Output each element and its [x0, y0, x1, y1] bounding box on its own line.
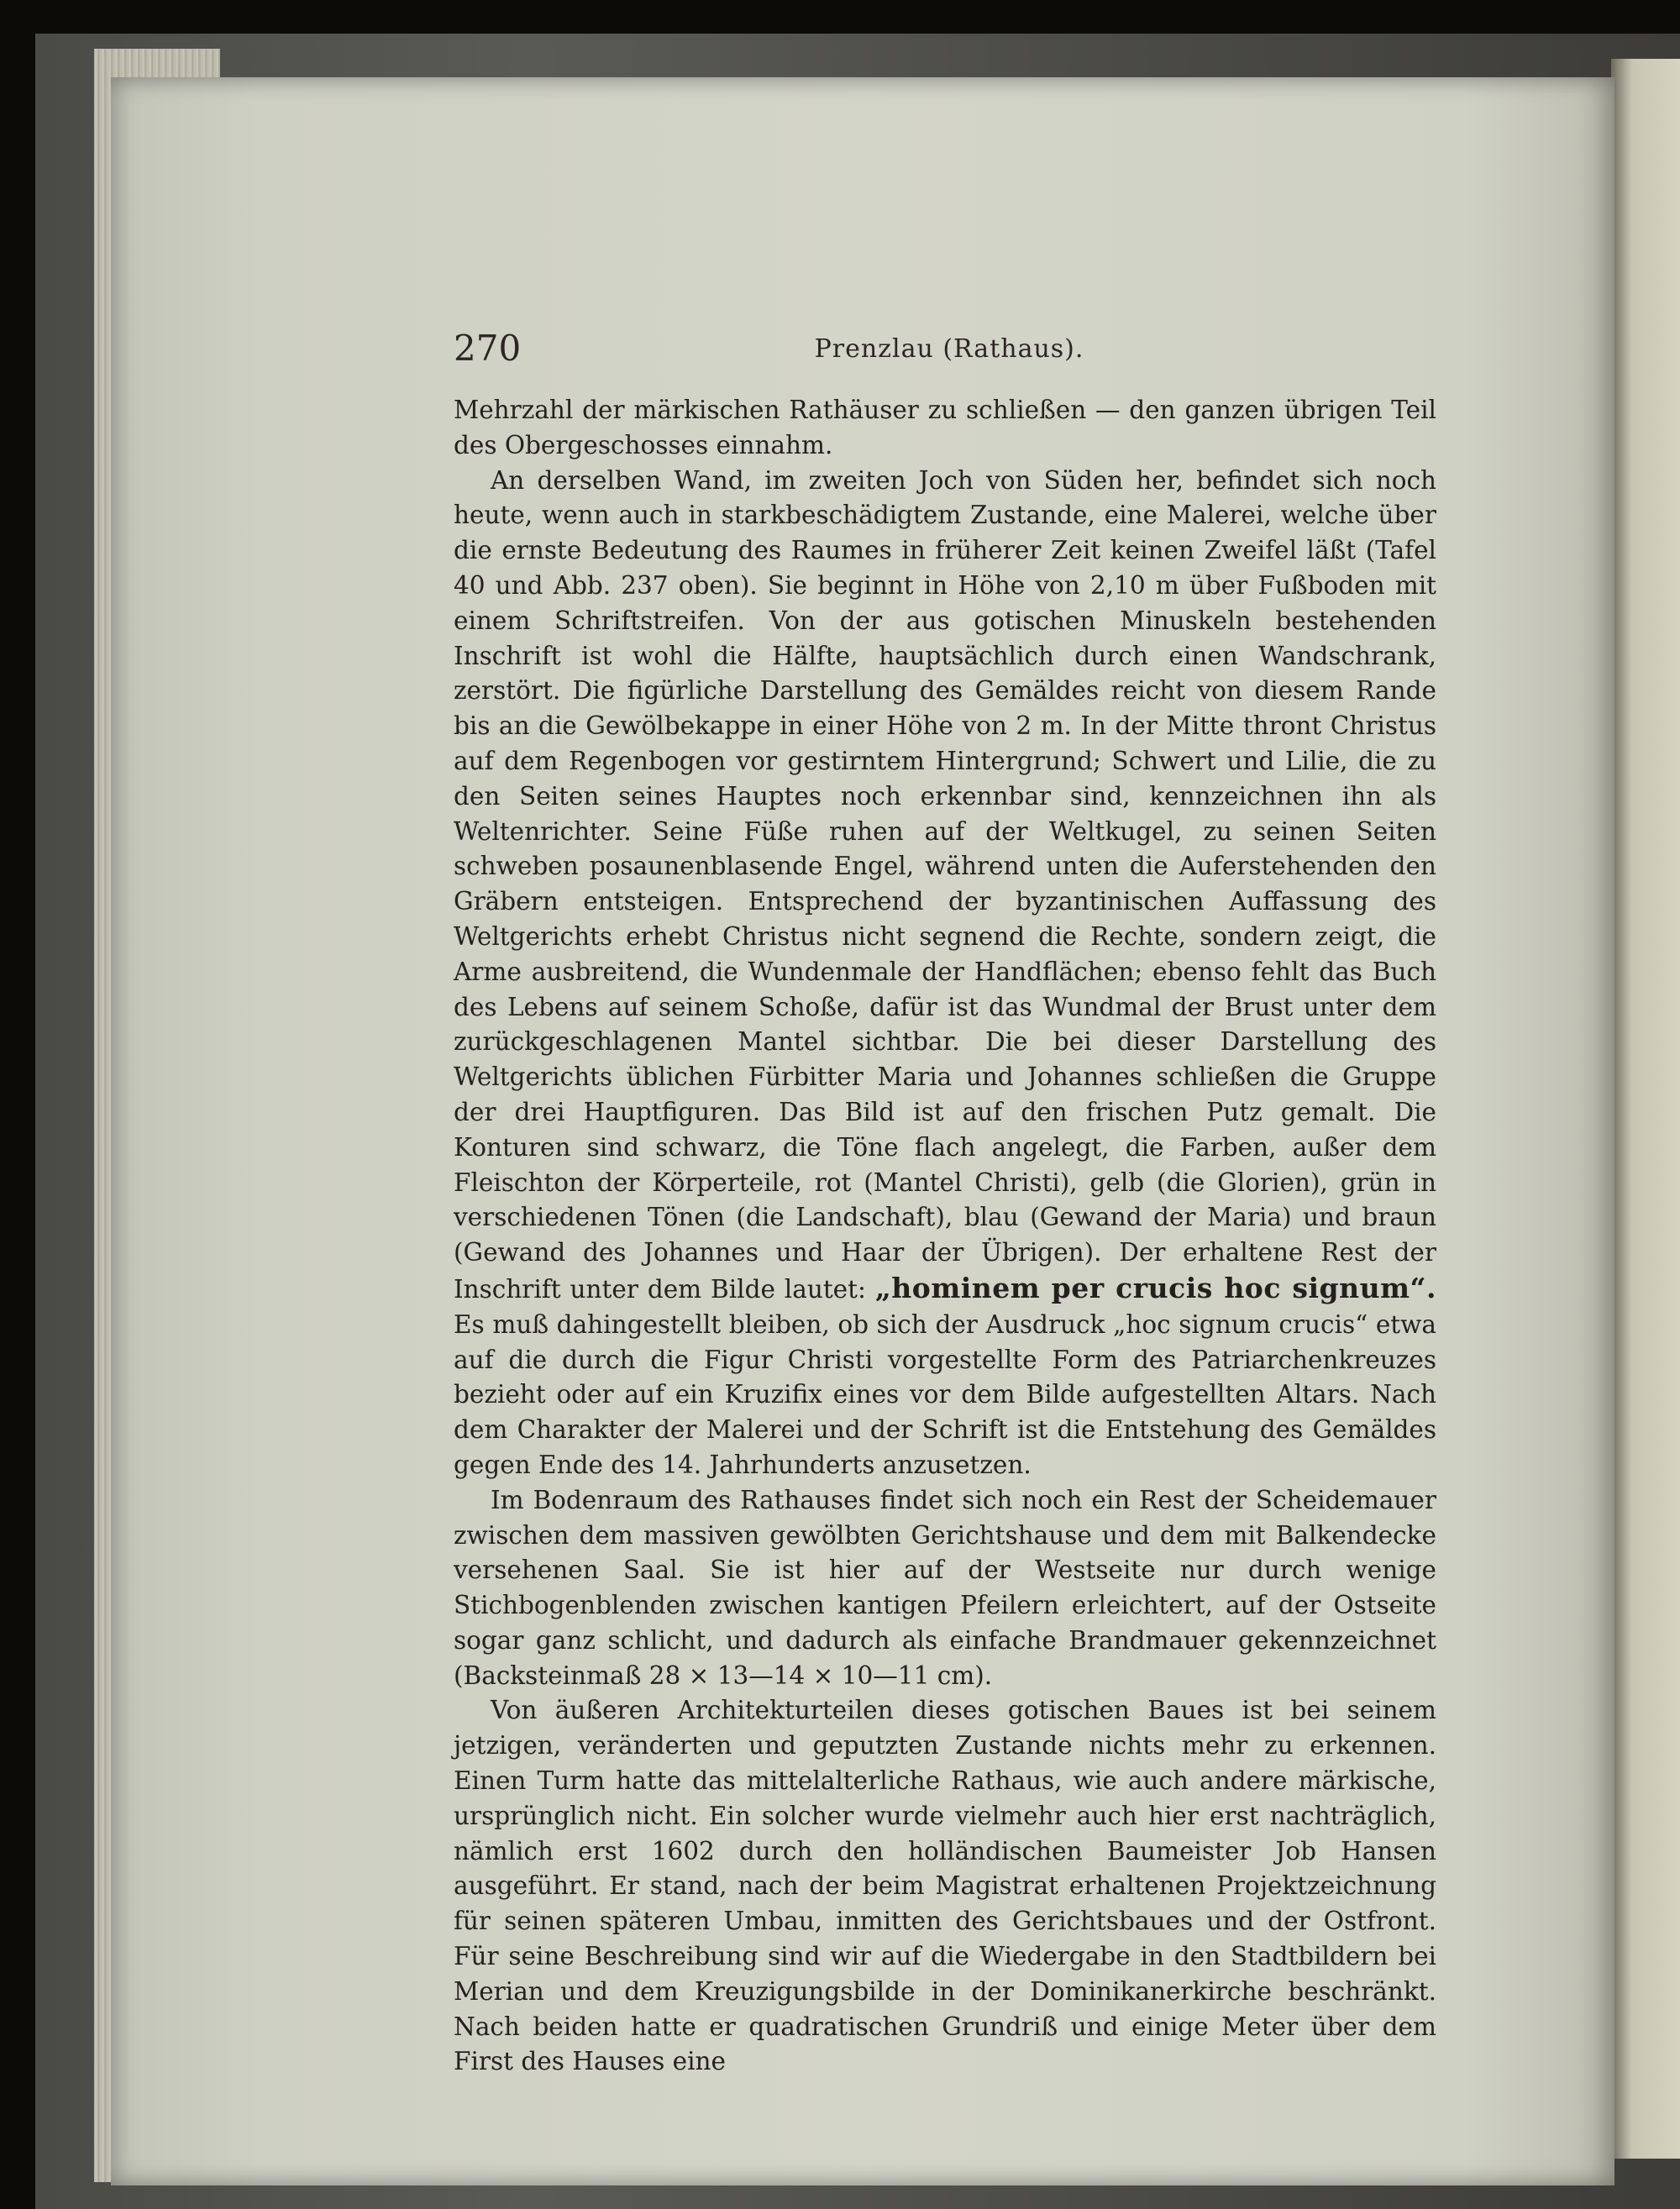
- paragraph-3: Im Bodenraum des Rathauses findet sich noch ein Rest der Scheidemauer zwischen dem massiven gewölbten Gerichtshause und dem mit Balkendecke versehenen Saal. Sie ist hier auf der Westseite nur durch wenige Stichbogenblenden zwischen kantigen Pfeilern erleichtert, auf der Ostseite sogar ganz schlicht, und dadurch als einfache Brandmauer gekennzeichnet (Backsteinmaß 28 × 13—14 × 10—11 cm).: [454, 1485, 1436, 1690]
- paragraph-4: Von äußeren Architekturteilen dieses gotischen Baues ist bei seinem jetzigen, veränderten und geputzten Zustande nichts mehr zu erkennen. Einen Turm hatte das mittelalterliche Rathaus, wie auch andere märkische, ursprünglich nicht. Ein solcher wurde vielmehr auch hier erst nachträglich, nämlich erst 1602 durch den holländischen Baumeister Job Hansen ausgeführt. Er stand, nach der beim Magistrat erhaltenen Projektzeichnung für seinen späteren Umbau, inmitten des Gerichtsbaues und der Ostfront. Für seine Beschreibung sind wir auf die Wiedergabe in den Stadtbildern bei Merian und dem Kreuzigungsbilde in der Dominikanerkirche beschränkt. Nach beiden hatte er quadratischen Grundriß und einige Meter über dem First des Hauses eine: [454, 1696, 1436, 2076]
- paragraph-1: Mehrzahl der märkischen Rathäuser zu schließen — den ganzen übrigen Teil des Obergeschosses einnahm.: [454, 396, 1436, 459]
- paragraph-2-text-before: An derselben Wand, im zweiten Joch von Süden her, befindet sich noch heute, wenn auch in starkbeschädigtem Zustande, eine Malerei, welche über die ernste Bedeutung des Raumes in früherer Zeit keinen Zweifel läßt (Tafel 40 und Abb. 237 oben). Sie beginnt in Höhe von 2,10 m über Fußboden mit einem Schriftstreifen. Von der aus gotischen Minuskeln bestehenden Inschrift ist wohl die Hälfte, hauptsächlich durch einen Wandschrank, zerstört. Die figürliche Darstellung des Gemäldes reicht von diesem Rande bis an die Gewölbekappe in einer Höhe von 2 m. In der Mitte thront Christus auf dem Regenbogen vor gestirntem Hintergrund; Schwert und Lilie, die zu den Seiten seines Hauptes noch erkennbar sind, kennzeichnen ihn als Weltenrichter. Seine Füße ruhen auf der Weltkugel, zu seinen Seiten schweben posaunenblasende Engel, während unten die Auferstehenden den Gräbern entsteigen. Entsprechend der byzantinischen Auffassung des Weltgerichts erhebt Christus nicht segnend die Rechte, sondern zeigt, die Arme ausbreitend, die Wundenmale der Handflächen; ebenso fehlt das Buch des Lebens auf seinem Schoße, dafür ist das Wundmal der Brust unter dem zurückgeschlagenen Mantel sichtbar. Die bei dieser Darstellung des Weltgerichts üblichen Fürbitter Maria und Johannes schließen die Gruppe der drei Hauptfiguren. Das Bild ist auf den frischen Putz gemalt. Die Konturen sind schwarz, die Töne flach angelegt, die Farben, außer dem Fleischton der Körperteile, rot (Mantel Christi), gelb (die Glorien), grün in verschiedenen Tönen (die Landschaft), blau (Gewand der Maria) und braun (Gewand des Johannes und Haar der Übrigen). Der erhaltene Rest der Inschrift unter dem Bilde lautet:: [454, 465, 1436, 1304]
- page-header: [454, 328, 1445, 378]
- facing-page-edge: [1611, 59, 1680, 2159]
- page-number: 270: [454, 328, 522, 369]
- inscription-quote: „hominem per crucis hoc signum“.: [874, 1271, 1436, 1304]
- running-title: Prenzlau (Rathaus).: [814, 334, 1084, 364]
- paragraph-2-text-after: Es muß dahingestellt bleiben, ob sich der Ausdruck „hoc signum crucis“ etwa auf die durch die Figur Christi vorgestellte Form des Patriarchenkreuzes bezieht oder auf ein Kruzifix eines vor dem Bilde aufgestellten Altars. Nach dem Charakter der Malerei und der Schrift ist die Entstehung des Gemäldes gegen Ende des 14. Jahrhunderts anzusetzen.: [454, 1309, 1436, 1479]
- body-text: [454, 393, 1436, 2080]
- paragraph-2: [454, 464, 1436, 1483]
